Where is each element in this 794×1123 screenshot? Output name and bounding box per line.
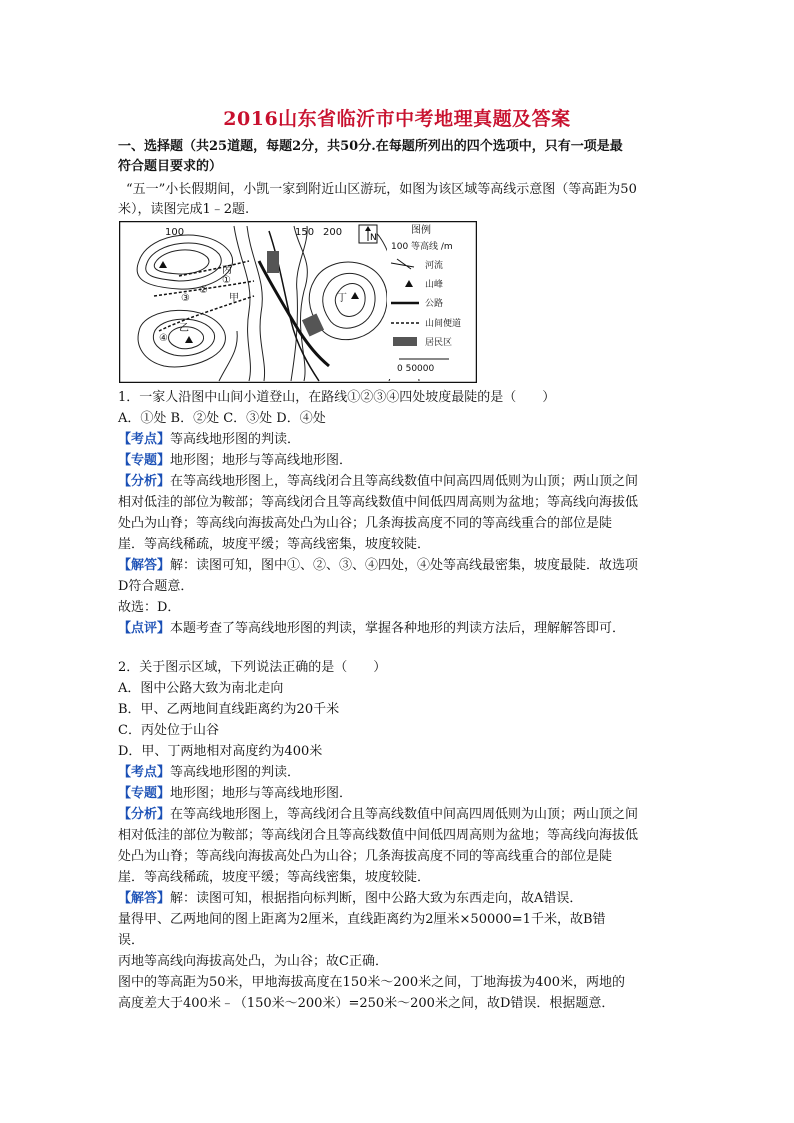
legend-peak: 山峰: [425, 280, 444, 290]
q2-fenxi: [118, 805, 678, 825]
q2-jieda-line2: 量得甲、乙两地间的图上距离为2厘米，直线距离约为2厘米×50000=1千米，故B错: [118, 912, 606, 927]
q1-dianping-tag: 【点评】: [118, 621, 171, 636]
contour-label-150: 150: [295, 227, 315, 238]
q2-option-a: A．图中公路大致为南北走向: [118, 681, 284, 696]
section-heading-line2: 符合题目要求的）: [118, 159, 223, 174]
point-label-yi: 乙: [179, 323, 189, 334]
q2-zhuanti: [118, 784, 678, 804]
q1-jieda-tag: 【解答】: [118, 558, 171, 573]
legend-residential: 居民区: [425, 338, 453, 348]
q2-jieda-text1: 解：读图可知，根据指向标判断，图中公路大致为东西走向，故A错误．: [170, 891, 583, 906]
section-heading-line1: 一、选择题（共25道题，每题2分，共50分.在每题所列出的四个选项中，只有一项是最: [118, 139, 623, 154]
q1-dianping-text: 本题考查了等高线地形图的判读，掌握各种地形的判读方法后，理解解答即可．: [170, 621, 626, 636]
route-label-3: ③: [181, 293, 190, 304]
q1-fenxi-line4: 崖．等高线稀疏，坡度平缓；等高线密集，坡度较陡．: [118, 537, 431, 552]
q1-zhuanti: [118, 451, 678, 471]
q1-fenxi-line2: 相对低洼的部位为鞍部；等高线闭合且等高线数值中间低四周高则为盆地；等高线向海拔低: [118, 495, 639, 510]
legend-contour: 100 等高线 /m: [391, 242, 453, 252]
intro-line2: 米），读图完成1﹣2题.: [118, 202, 250, 217]
legend-river: 河流: [425, 261, 444, 271]
point-label-bing: 丙: [222, 265, 232, 276]
q2-kaodian-tag: 【考点】: [118, 765, 171, 780]
q2-stem: 2．关于图示区域，下列说法正确的是（ ）: [118, 660, 387, 675]
q2-jieda-line5: 图中的等高距为50米，甲地海拔高度在150米～200米之间，丁地海拔为400米，两地的: [118, 975, 625, 990]
q2-option-d: D．甲、丁两地相对高度约为400米: [118, 744, 323, 759]
point-label-jia: 甲: [229, 293, 239, 304]
q2-jieda-line6: 高度差大于400米﹣（150米～200米）=250米～200米之间，故D错误．根据题意．: [118, 996, 615, 1011]
route-label-4: ④: [159, 333, 168, 344]
q2-fenxi-line4: 崖．等高线稀疏，坡度平缓；等高线密集，坡度较陡．: [118, 870, 431, 885]
map-legend: [387, 223, 475, 379]
q2-fenxi-text1: 在等高线地形图上，等高线闭合且等高线数值中间高四周低则为山顶；两山顶之间: [170, 807, 639, 822]
q1-jieda-line3: 故选：D．: [118, 600, 181, 615]
q2-zhuanti-tag: 【专题】: [118, 786, 171, 801]
legend-trail: 山间便道: [425, 319, 462, 329]
north-arrow: [359, 225, 377, 243]
route-label-2: ②: [199, 285, 208, 296]
route-label-1: ①: [222, 275, 231, 286]
q2-fenxi-line2: 相对低洼的部位为鞍部；等高线闭合且等高线数值中间低四周高则为盆地；等高线向海拔低: [118, 828, 639, 843]
q2-jieda-tag: 【解答】: [118, 891, 171, 906]
contour-label-200: 200: [323, 227, 343, 238]
q2-kaodian: [118, 763, 678, 783]
intro-line1: “五一”小长假期间，小凯一家到附近山区游玩，如图为该区域等高线示意图（等高距为50: [126, 182, 637, 197]
q1-fenxi-tag: 【分析】: [118, 474, 171, 489]
q1-jieda: [118, 556, 678, 576]
legend-title: 图例: [411, 225, 431, 236]
q2-option-b: B．甲、乙两地间直线距离约为20千米: [118, 702, 340, 717]
q1-options: A．①处 B．②处 C．③处 D．④处: [118, 411, 326, 426]
legend-scale: 0 50000: [397, 364, 435, 374]
q2-kaodian-text: 等高线地形图的判读．: [170, 765, 301, 780]
q2-zhuanti-text: 地形图；地形与等高线地形图．: [170, 786, 353, 801]
legend-residential-icon: [393, 337, 417, 346]
page-title: 2016山东省临沂市中考地理真题及答案: [223, 108, 571, 130]
contour-map: [119, 221, 477, 383]
contour-label-100: 100: [165, 227, 185, 238]
residential-area: [267, 251, 279, 273]
q1-zhuanti-text: 地形图；地形与等高线地形图．: [170, 453, 353, 468]
q1-kaodian-text: 等高线地形图的判读．: [170, 432, 301, 447]
q1-dianping: [118, 619, 678, 639]
point-label-ding: 丁: [337, 293, 347, 304]
q1-kaodian-tag: 【考点】: [118, 432, 171, 447]
q1-stem: 1．一家人沿图中山间小道登山，在路线①②③④四处坡度最陡的是（ ）: [118, 390, 556, 405]
q1-fenxi-line3: 处凸为山脊；等高线向海拔高处凸为山谷；几条海拔高度不同的等高线重合的部位是陡: [118, 516, 613, 531]
q2-fenxi-line3: 处凸为山脊；等高线向海拔高处凸为山谷；几条海拔高度不同的等高线重合的部位是陡: [118, 849, 613, 864]
q2-jieda: [118, 889, 678, 909]
q2-fenxi-tag: 【分析】: [118, 807, 171, 822]
q1-fenxi-text1: 在等高线地形图上，等高线闭合且等高线数值中间高四周低则为山顶；两山顶之间: [170, 474, 639, 489]
north-label: N: [370, 233, 377, 243]
q2-jieda-line3: 误．: [118, 933, 145, 948]
q2-jieda-line4: 丙地等高线向海拔高处凸，为山谷；故C正确．: [118, 954, 388, 969]
q1-fenxi: [118, 472, 678, 492]
q1-zhuanti-tag: 【专题】: [118, 453, 171, 468]
q1-jieda-line2: D符合题意．: [118, 579, 194, 594]
q1-kaodian: [118, 430, 678, 450]
q1-jieda-text1: 解：读图可知，图中①、②、③、④四处，④处等高线最密集，坡度最陡．故选项: [170, 558, 639, 573]
legend-road: 公路: [425, 299, 444, 309]
q2-option-c: C．丙处位于山谷: [118, 723, 219, 738]
